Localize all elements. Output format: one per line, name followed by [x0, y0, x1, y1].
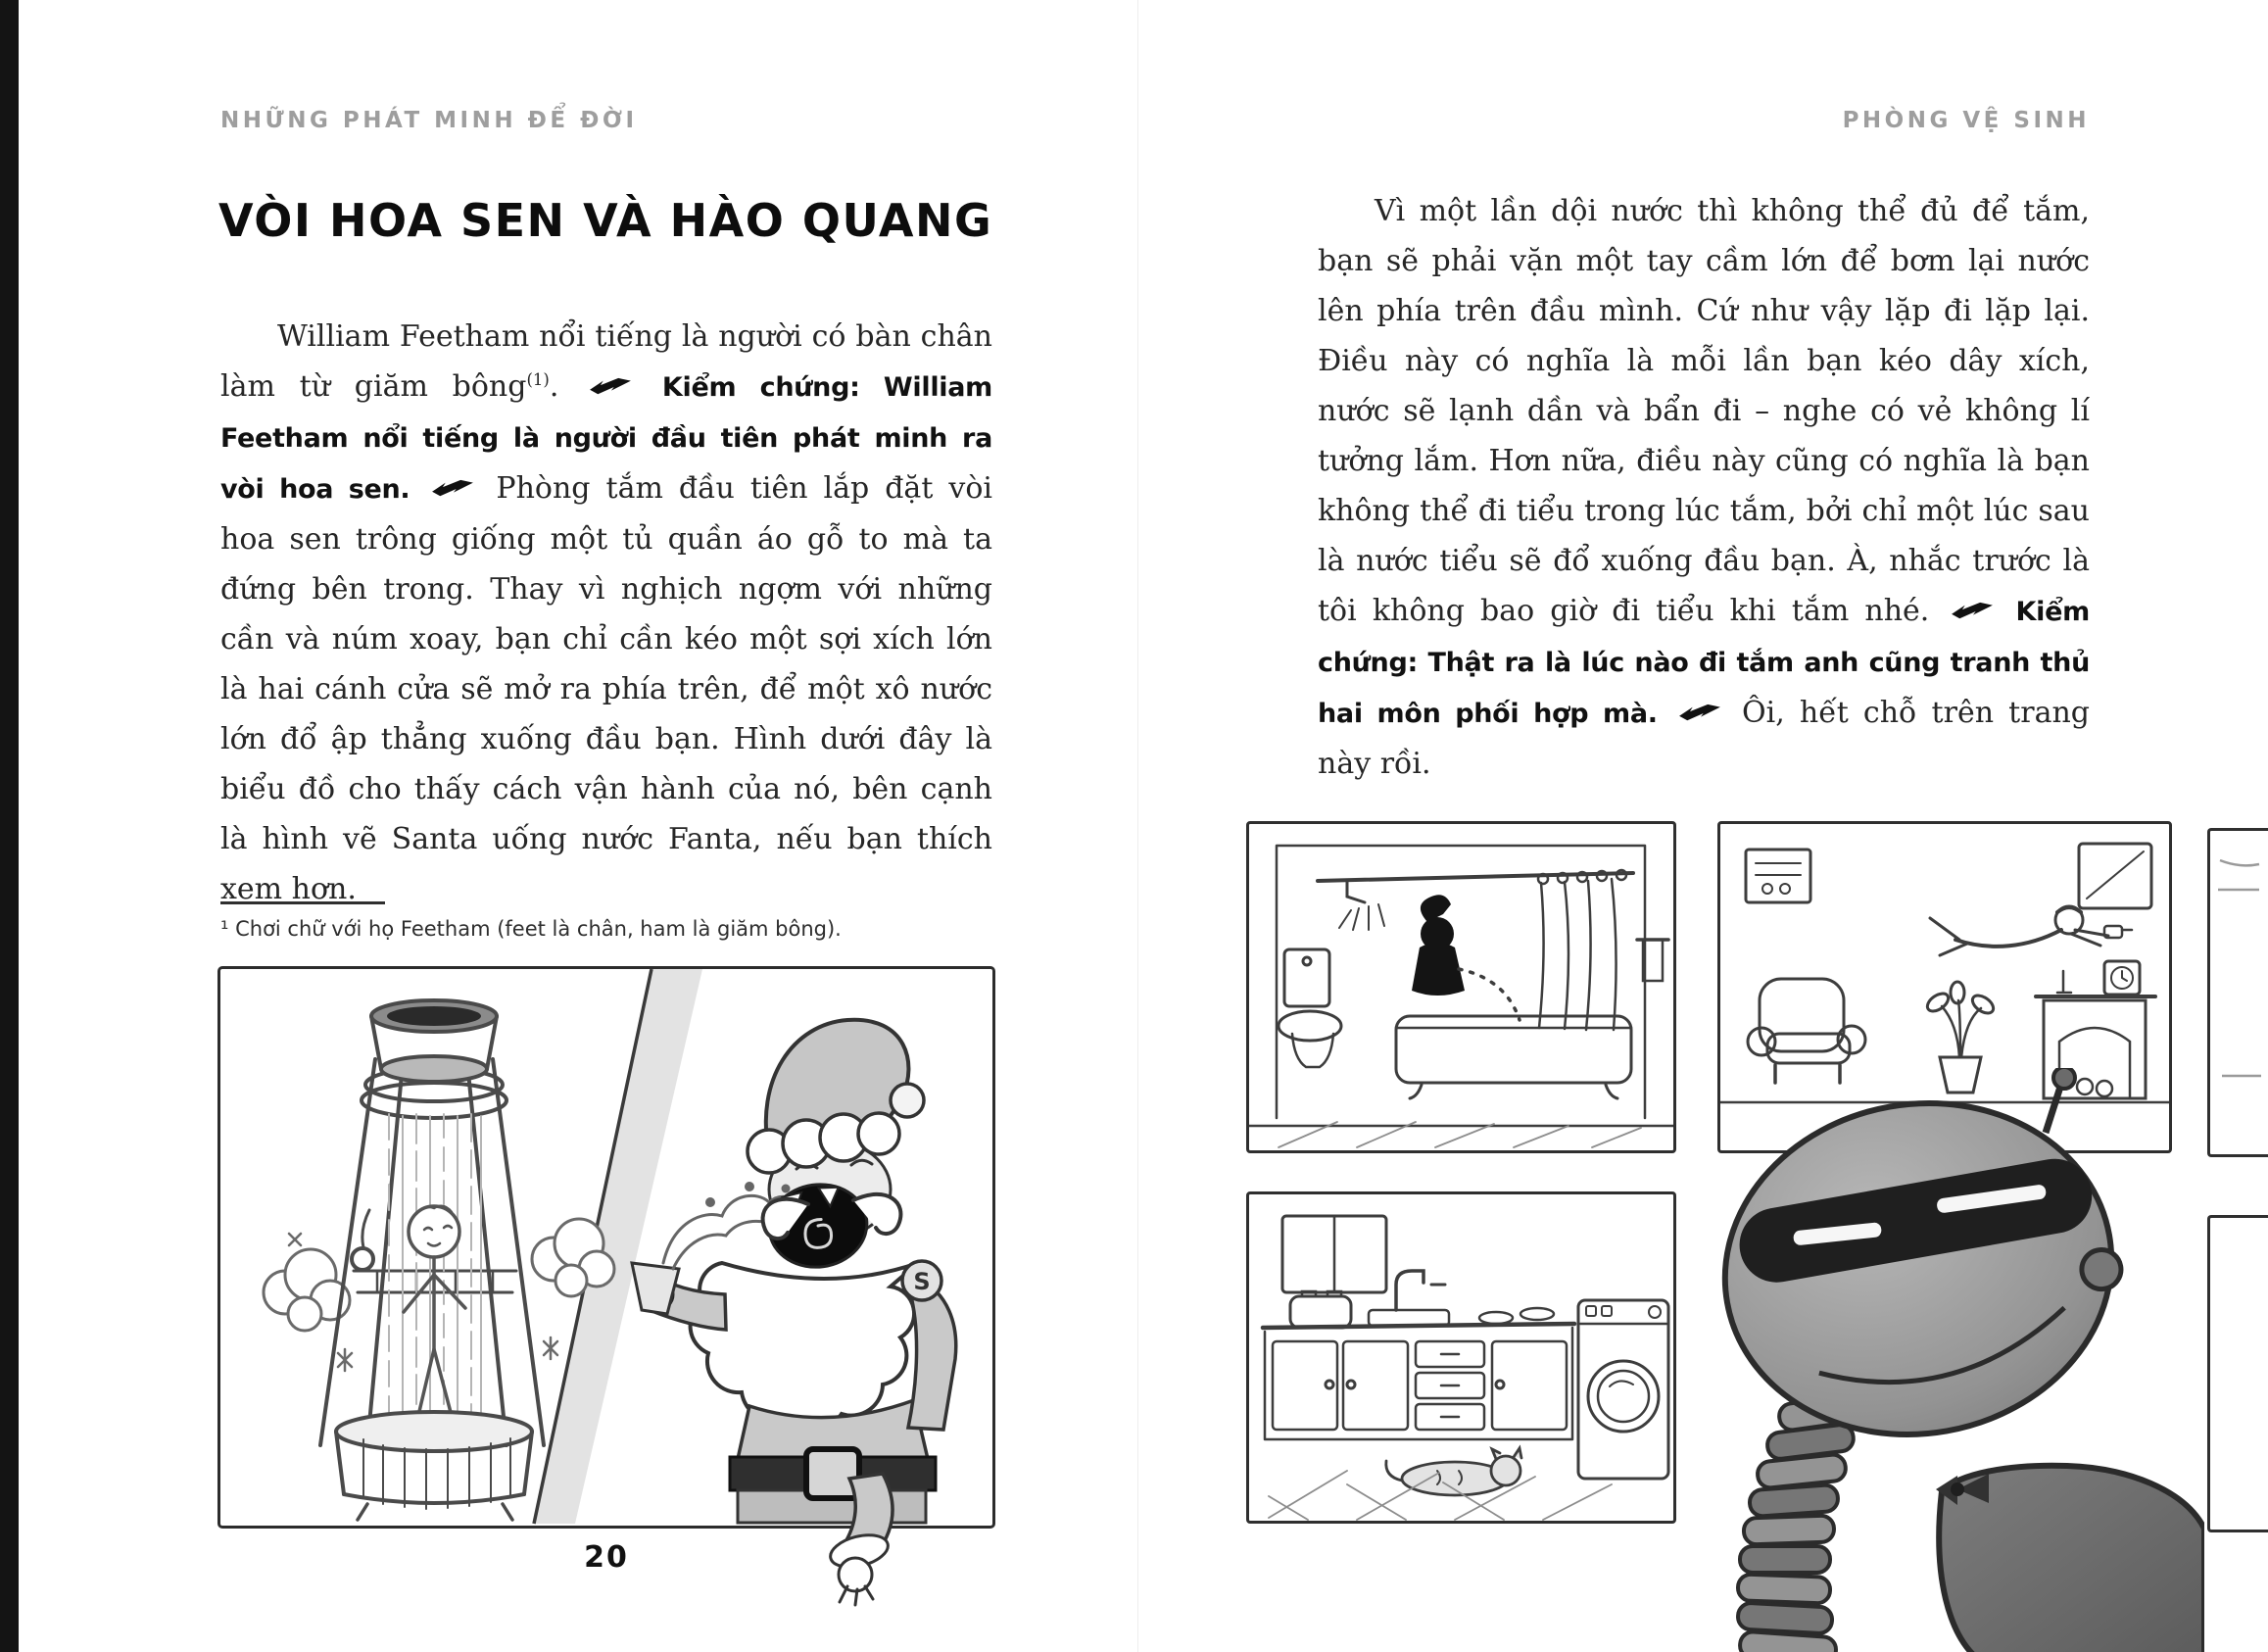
page-left-edge — [0, 0, 19, 1652]
lightning-bolt-icon — [589, 377, 632, 397]
santa-drawing — [632, 1020, 956, 1605]
robot-drawing — [1656, 1068, 2204, 1652]
robot-antenna — [2046, 1068, 2075, 1133]
running-header-left: NHỮNG PHÁT MINH ĐỂ ĐỜI — [220, 108, 638, 133]
chapter-title: VÒI HOA SEN VÀ HÀO QUANG — [218, 194, 993, 247]
footnote-ref: (1) — [526, 370, 550, 389]
fact-check-text: Kiểm chứng: Thật ra là lúc nào đi tắm anh cũng tranh thủ hai môn phối hợp mà. — [1318, 597, 2090, 729]
paragraph-text: William Feetham nổi tiếng là người có bàn chân làm từ giăm bông — [220, 319, 992, 404]
paragraph-text: Phòng tắm đầu tiên lắp đặt vòi hoa sen trông giống một tủ quần áo gỗ to mà ta đứng bên trong. Thay vì nghịch ngợm với những cần và núm xoay, bạn chỉ cần kéo một sợi xích lớn là hai cánh cửa sẽ mở ra phía trên, để một xô nước lớn đổ ập thẳng xuống đầu bạn. Hình dưới đây là biểu đồ cho thấy cách vận hành của nó, bên cạnh là hình vẽ Santa uống nước Fanta, nếu bạn thích xem hơn. — [220, 471, 992, 906]
page-gutter — [1137, 0, 1138, 1652]
shower-santa-drawing — [220, 969, 992, 1606]
comic-panel-bathroom — [1246, 821, 1676, 1153]
footnote-text: ¹ Chơi chữ với họ Feetham (feet là chân, ham là giăm bông). — [220, 917, 842, 941]
santa-badge-letter: S — [913, 1268, 931, 1295]
comic-panel-kitchen — [1246, 1191, 1676, 1524]
lightning-bolt-icon — [1951, 602, 1994, 621]
lightning-bolt-icon — [1678, 704, 1721, 723]
comic-panel-partial-top — [2207, 828, 2268, 1157]
right-paragraph — [1318, 186, 2090, 789]
paragraph-text: . — [549, 369, 559, 404]
kitchen-drawing — [1249, 1194, 1673, 1521]
running-header-right: PHÒNG VỆ SINH — [1842, 108, 2090, 133]
lightning-bolt-icon — [431, 479, 474, 499]
paragraph-text: Ôi, hết chỗ trên trang này rồi. — [1318, 696, 2090, 781]
robot-neck — [1737, 1393, 1866, 1652]
bathroom-drawing — [1249, 824, 1673, 1150]
partial-panel-sketch — [2210, 831, 2267, 1147]
footnote-rule — [220, 901, 385, 904]
shower-santa-illustration — [217, 966, 995, 1529]
robot-body — [1936, 1466, 2204, 1652]
left-paragraph — [220, 312, 992, 914]
fact-check-text: Kiểm chứng: William Feetham nổi tiếng là người đầu tiên phát minh ra vòi hoa sen. — [220, 372, 992, 505]
paragraph-text: Vì một lần dội nước thì không thể đủ để tắm, bạn sẽ phải vặn một tay cầm lớn để bơm lại nước lên phía trên đầu mình. Cứ như vậy lặp đi lặp lại. Điều này có nghĩa là mỗi lần bạn kéo dây xích, nước sẽ lạnh dần và bẩn đi – nghe có vẻ không lí tưởng lắm. Hơn nữa, điều này cũng có nghĩa là bạn không thể đi tiểu trong lúc tắm, bởi chỉ một lúc sau là nước tiểu sẽ đổ xuống đầu bạn. À, nhắc trước là tôi không bao giờ đi tiểu khi tắm nhé. — [1318, 194, 2090, 628]
page-number: 20 — [584, 1540, 629, 1575]
comic-panel-partial-bottom — [2207, 1215, 2268, 1532]
robot-figure — [1656, 1068, 2204, 1652]
robot-head — [1699, 1072, 2144, 1465]
